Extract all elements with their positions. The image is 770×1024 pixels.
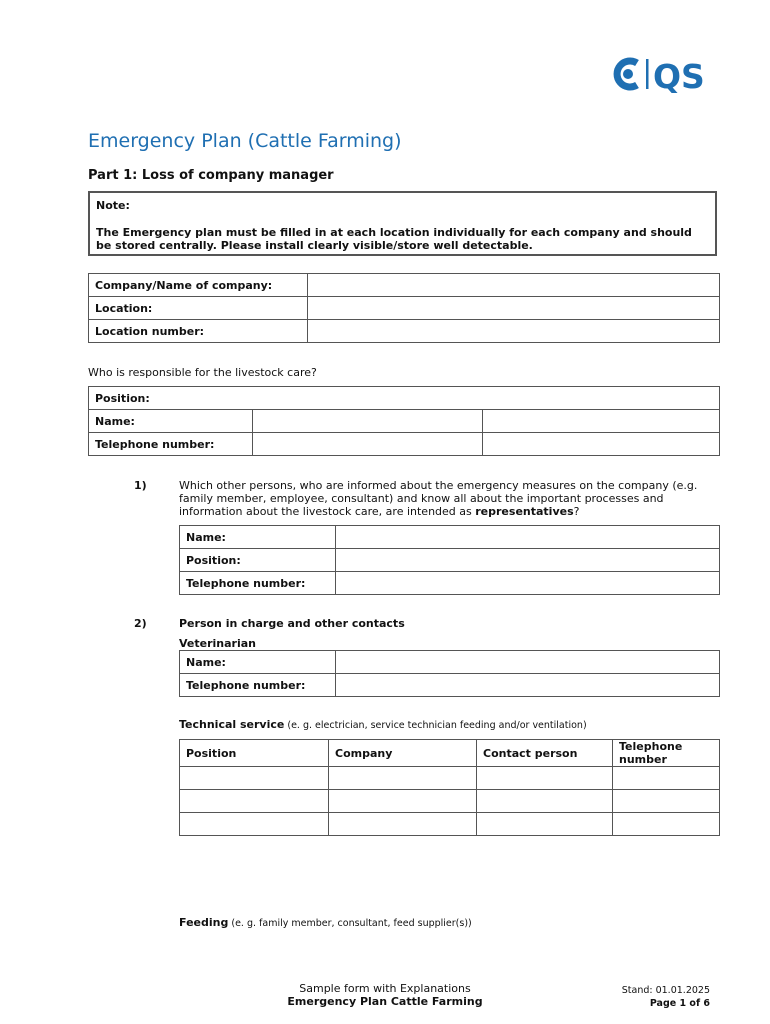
name-field-1[interactable] <box>253 410 483 433</box>
rep-name-field[interactable] <box>336 526 720 549</box>
item-1-text-end: ? <box>573 505 580 518</box>
item-2-heading: Person in charge and other contacts <box>179 617 405 630</box>
responsible-question: Who is responsible for the livestock care? <box>88 366 317 379</box>
page-title: Emergency Plan (Cattle Farming) <box>88 130 402 152</box>
item-2-number: 2) <box>134 617 147 630</box>
feeding-heading <box>179 916 472 930</box>
name-field-2[interactable] <box>483 410 720 433</box>
item-1-text-a: Which other persons, who are informed about the emergency measures on the company (e.g. family member, employee, consultant) and know all about the important processes and information about the livestock care, are intended as <box>179 479 698 518</box>
technical-service-table <box>179 739 720 836</box>
tech-heading-text: Technical service <box>179 718 285 731</box>
location-number-field[interactable] <box>308 320 720 343</box>
representatives-table <box>179 525 720 595</box>
item-1-text-bold: representatives <box>475 505 574 518</box>
vet-name-label: Name: <box>180 651 336 674</box>
tech-cell[interactable] <box>477 813 613 836</box>
tech-cell[interactable] <box>329 790 477 813</box>
telephone-field-2[interactable] <box>483 433 720 456</box>
company-name-field[interactable] <box>308 274 720 297</box>
tech-col-position: Position <box>180 740 329 767</box>
company-name-label: Company/Name of company: <box>89 274 308 297</box>
tech-cell[interactable] <box>613 767 720 790</box>
tech-col-contact: Contact person <box>477 740 613 767</box>
note-text: The Emergency plan must be filled in at each location individually for each company and should be stored centrally. Please install clearly visible/store well detectable. <box>96 226 692 252</box>
tech-cell[interactable] <box>613 813 720 836</box>
footer-page: Page 1 of 6 <box>649 998 710 1009</box>
location-field[interactable] <box>308 297 720 320</box>
rep-telephone-label: Telephone number: <box>180 572 336 595</box>
veterinarian-table <box>179 650 720 697</box>
rep-telephone-field[interactable] <box>336 572 720 595</box>
item-1-number: 1) <box>134 479 147 492</box>
footer-line-1: Sample form with Explanations <box>299 982 471 995</box>
location-number-label: Location number: <box>89 320 308 343</box>
telephone-label: Telephone number: <box>89 433 253 456</box>
rep-position-field[interactable] <box>336 549 720 572</box>
vet-telephone-field[interactable] <box>336 674 720 697</box>
item-1-text <box>179 479 724 518</box>
location-label: Location: <box>89 297 308 320</box>
part-heading: Part 1: Loss of company manager <box>88 168 334 183</box>
note-heading: Note: <box>96 199 130 212</box>
vet-telephone-label: Telephone number: <box>180 674 336 697</box>
note-box <box>88 191 717 256</box>
technical-service-heading <box>179 718 587 732</box>
qs-logo <box>609 55 717 93</box>
responsible-table <box>88 386 720 456</box>
position-label: Position: <box>89 387 720 410</box>
tech-cell[interactable] <box>477 790 613 813</box>
feeding-heading-note: (e. g. family member, consultant, feed supplier(s)) <box>228 918 472 929</box>
tech-cell[interactable] <box>477 767 613 790</box>
name-label: Name: <box>89 410 253 433</box>
tech-cell[interactable] <box>329 813 477 836</box>
vet-name-field[interactable] <box>336 651 720 674</box>
tech-cell[interactable] <box>180 790 329 813</box>
tech-cell[interactable] <box>180 813 329 836</box>
tech-cell[interactable] <box>329 767 477 790</box>
footer-stand: Stand: 01.01.2025 <box>621 985 710 996</box>
svg-text:QS: QS <box>653 57 705 93</box>
rep-name-label: Name: <box>180 526 336 549</box>
tech-cell[interactable] <box>180 767 329 790</box>
tech-heading-note: (e. g. electrician, service technician feeding and/or ventilation) <box>284 720 587 731</box>
feeding-heading-text: Feeding <box>179 916 229 929</box>
footer-right <box>600 985 710 1009</box>
rep-position-label: Position: <box>180 549 336 572</box>
company-table <box>88 273 720 343</box>
tech-col-telephone: Telephone number <box>613 740 720 767</box>
tech-col-company: Company <box>329 740 477 767</box>
footer-line-2: Emergency Plan Cattle Farming <box>287 995 483 1008</box>
veterinarian-heading: Veterinarian <box>179 637 256 650</box>
tech-cell[interactable] <box>613 790 720 813</box>
telephone-field-1[interactable] <box>253 433 483 456</box>
